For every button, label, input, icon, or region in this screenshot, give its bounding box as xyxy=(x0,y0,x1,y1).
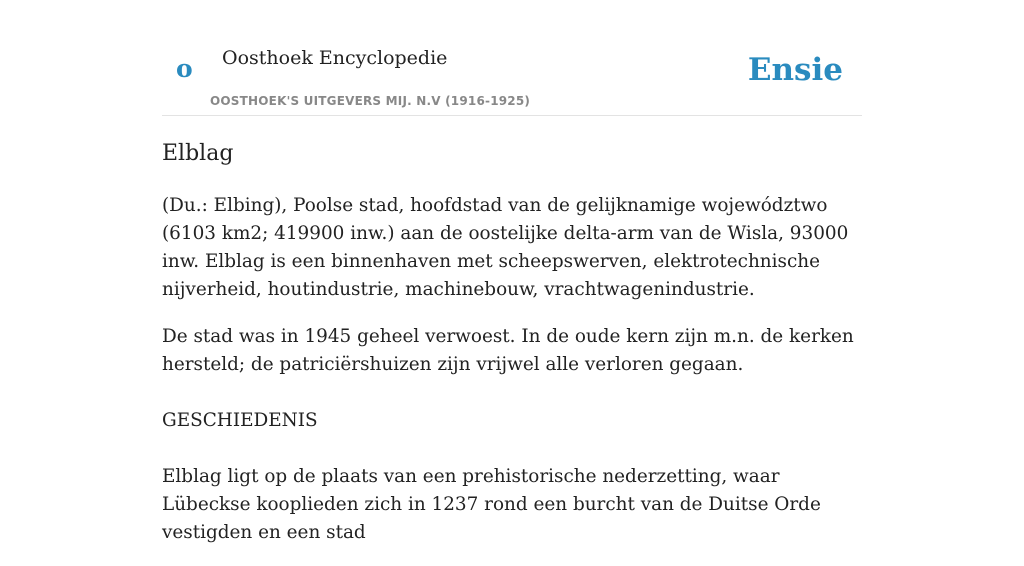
article-body xyxy=(162,192,867,566)
page-container xyxy=(162,0,862,543)
article-paragraph: Elblag ligt op de plaats van een prehistorische nederzetting, waar Lübeckse kooplieden zich in 1237 rond een burcht van de Duitse Orde vestigden en een stad xyxy=(162,466,821,543)
article-title: Elblag xyxy=(162,141,234,166)
site-title[interactable]: Oosthoek Encyclopedie xyxy=(222,47,448,69)
brand-logo[interactable]: Ensie xyxy=(747,52,843,88)
site-logo[interactable]: o xyxy=(176,54,193,83)
section-heading: GESCHIEDENIS xyxy=(162,410,318,431)
article-paragraph: (Du.: Elbing), Poolse stad, hoofdstad van de gelijknamige województwo (6103 km2; 419900 inw.) aan de oostelijke delta-arm van de Wisla, 93000 inw. Elblag is een binnenhaven met scheepswerven, elektrotechnische nijverheid, houtindustrie, machinebouw, vrachtwagenindustrie. xyxy=(162,195,849,300)
publisher-subtitle: OOSTHOEK'S UITGEVERS MIJ. N.V (1916-1925) xyxy=(210,94,531,108)
article-paragraph: De stad was in 1945 geheel verwoest. In de oude kern zijn m.n. de kerken hersteld; de patriciërshuizen zijn vrijwel alle verloren gegaan. xyxy=(162,326,854,375)
site-header xyxy=(162,0,862,116)
